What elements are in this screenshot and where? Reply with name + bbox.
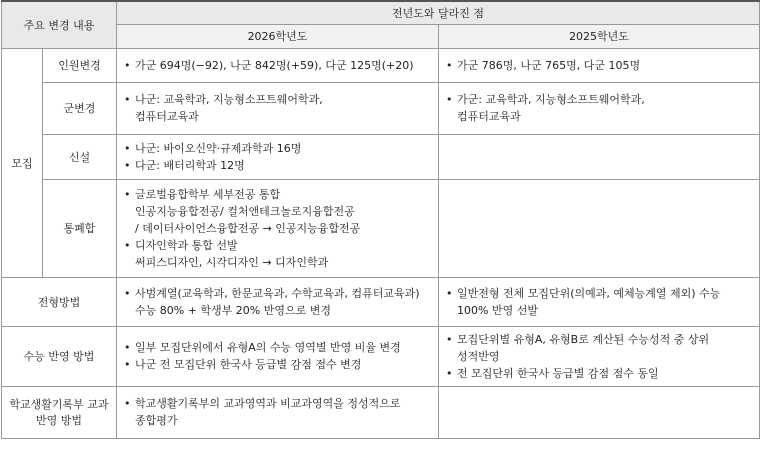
- bullet-continuation: / 데이터사이언스융합전공 → 인공지능융합전공: [135, 221, 361, 235]
- merge-2026: [117, 179, 439, 277]
- personnel-2026: [117, 48, 439, 82]
- row-label-personnel: 인원변경: [43, 48, 117, 82]
- bullet-text: • 가군 786명, 나군 765명, 다군 105명: [457, 58, 641, 72]
- bullet-text: • 글로벌융합학부 세부전공 통합: [135, 187, 281, 201]
- bullet-item: [124, 395, 431, 429]
- group-change-2025: [439, 82, 760, 134]
- row-label-group-change: 군변경: [43, 82, 117, 134]
- changes-table: [1, 0, 760, 439]
- bullet-continuation: 100% 반영 선발: [457, 303, 538, 317]
- bullet-text: • 가군 694명(−92), 나군 842명(+59), 다군 125명(+20): [135, 58, 414, 72]
- bullet-item: [446, 91, 752, 125]
- csat-2025: [439, 326, 760, 386]
- row-label-selection: 전형방법: [2, 277, 117, 326]
- bullet-continuation: 컴퓨터교육과: [457, 110, 521, 123]
- bullet-item: [446, 365, 752, 382]
- bullet-text: • 가군: 교육학과, 지능형소프트웨어학과,: [457, 93, 645, 106]
- bullet-item: [124, 285, 431, 319]
- bullet-item: [124, 339, 431, 356]
- bullet-text: • 일반전형 전체 모집단위(의예과, 예체능계열 제외) 수능: [457, 286, 721, 300]
- bullet-continuation: 성적반영: [457, 349, 500, 363]
- group-change-2026: [117, 82, 439, 134]
- bullet-text: • 모집단위별 유형A, 유형B로 계산된 수능성적 중 상위: [457, 332, 710, 346]
- bullet-item: [124, 186, 431, 237]
- bullet-text: • 다군: 배터리학과 12명: [135, 158, 245, 172]
- bullet-item: [446, 285, 752, 319]
- bullet-text: • 학교생활기록부의 교과영역과 비교과영역을 정성적으로: [135, 397, 401, 410]
- row-label-record-line2: 반영 방법: [35, 414, 82, 427]
- header-2025: 2025학년도: [439, 24, 760, 48]
- row-label-record-line1: 학교생활기록부 교과: [9, 398, 109, 411]
- bullet-item: [124, 157, 431, 174]
- new-2025: [439, 134, 760, 179]
- bullet-text: • 나군 전 모집단위 한국사 등급별 감점 점수 변경: [135, 358, 362, 371]
- header-differences: 전년도와 달라진 점: [117, 1, 760, 24]
- bullet-item: [124, 356, 431, 373]
- personnel-2025: [439, 48, 760, 82]
- selection-2025: [439, 277, 760, 326]
- bullet-item: [124, 57, 431, 74]
- bullet-item: [124, 237, 431, 271]
- bullet-item: [446, 57, 752, 74]
- bullet-text: • 나군: 교육학과, 지능형소프트웨어학과,: [135, 93, 323, 106]
- merge-2025: [439, 179, 760, 277]
- header-2026: 2026학년도: [117, 24, 439, 48]
- recruit-group-label: 모집: [2, 48, 43, 277]
- row-label-csat: 수능 반영 방법: [2, 326, 117, 386]
- row-label-merge: 통폐합: [43, 179, 117, 277]
- selection-2026: [117, 277, 439, 326]
- csat-2026: [117, 326, 439, 386]
- bullet-continuation: 써피스디자인, 시각디자인 → 디자인학과: [135, 255, 329, 269]
- record-2026: [117, 386, 439, 438]
- bullet-text: • 디자인학과 통합 선발: [135, 238, 238, 252]
- bullet-item: [446, 331, 752, 365]
- record-2025: [439, 386, 760, 438]
- bullet-item: [124, 91, 431, 125]
- bullet-continuation: 인공지능융합전공/ 컬처앤테크놀로지융합전공: [135, 204, 355, 218]
- header-main-changes: 주요 변경 내용: [2, 1, 117, 48]
- new-2026: [117, 134, 439, 179]
- bullet-text: • 사범계열(교육학과, 한문교육과, 수학교육과, 컴퓨터교육과): [135, 286, 420, 300]
- bullet-text: • 전 모집단위 한국사 등급별 감점 점수 동일: [457, 366, 659, 380]
- bullet-item: [124, 140, 431, 157]
- bullet-continuation: 수능 80% + 학생부 20% 반영으로 변경: [135, 303, 331, 317]
- bullet-text: • 일부 모집단위에서 유형A의 수능 영역별 반영 비율 변경: [135, 341, 401, 354]
- row-label-new: 신설: [43, 134, 117, 179]
- bullet-continuation: 컴퓨터교육과: [135, 110, 199, 123]
- row-label-record: [2, 386, 117, 438]
- bullet-continuation: 종합평가: [135, 414, 178, 427]
- bullet-text: • 나군: 바이오신약·규제과학과 16명: [135, 141, 302, 155]
